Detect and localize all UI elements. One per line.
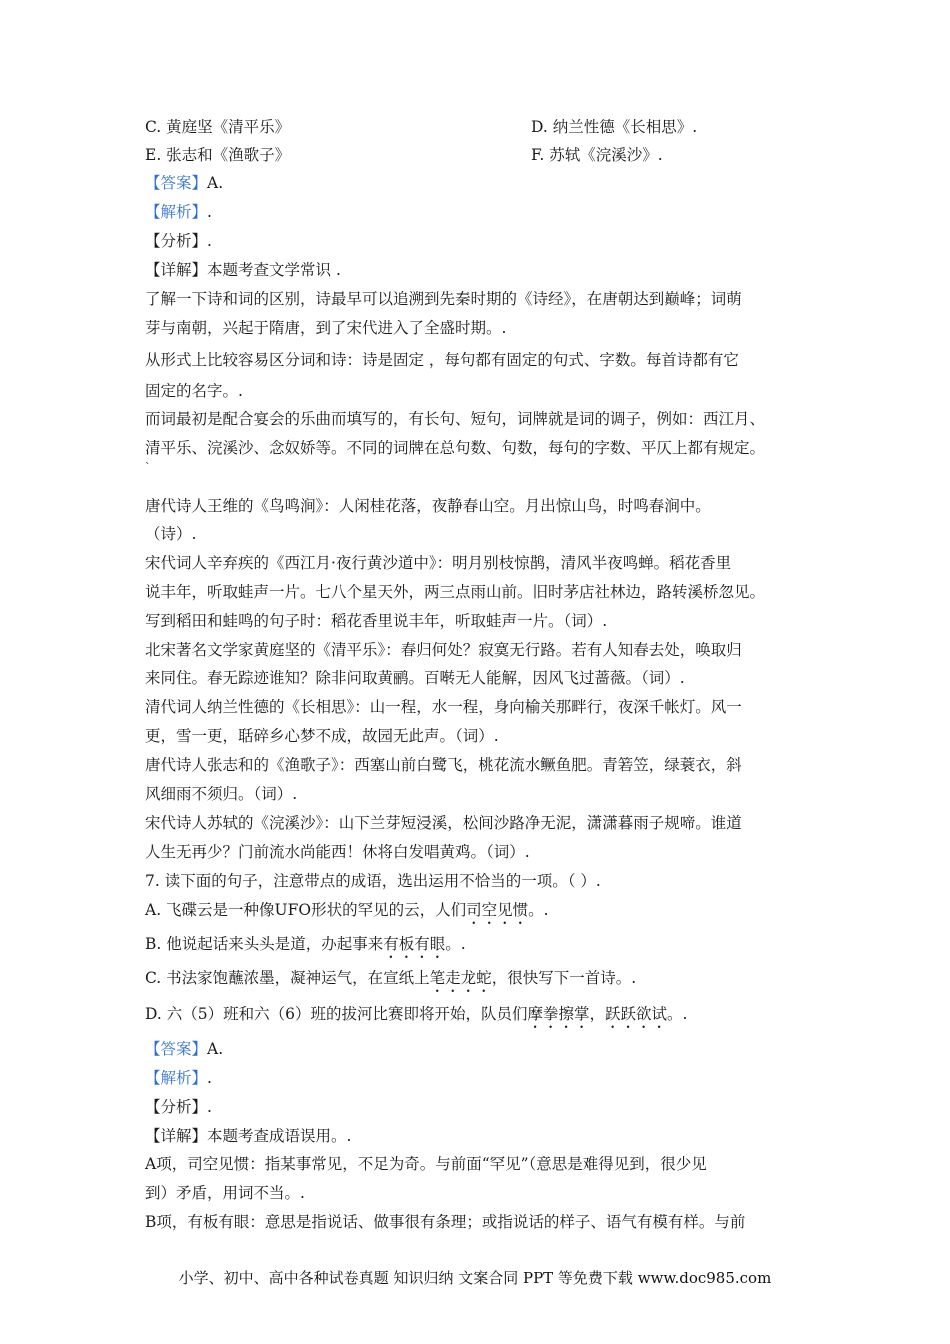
option-c: C. 黄庭坚《清平乐》 [145,118,291,136]
option-text: 。. [528,901,549,919]
q6-paragraph-line: 宋代诗人苏轼的《浣溪沙》：山下兰芽短浸溪，松间沙路净无泥，潇潇暮雨子规啼。谁道 [145,814,742,832]
analysis-label: 【解析】 [145,203,208,221]
q6-paragraph-line: 固定的名字。. [145,382,243,400]
dotted-idiom: 摩拳擦掌 [527,1005,590,1023]
q7-option-a [145,900,549,928]
answer-label: 【答案】 [145,1040,208,1058]
dotted-idiom: 笔走龙蛇 [429,969,492,987]
option-text: ，很快写下一首诗。. [491,969,637,987]
option-text: 。. [445,935,466,953]
q6-paragraph-line: 宋代词人辛弃疾的《西江月·夜行黄沙道中》：明月别枝惊鹊，清风半夜鸣蝉。稻花香里 [145,554,732,572]
q7-paragraph-line: A项，司空见惯：指某事常见，不足为奇。与前面“罕见”（意思是难得见到，很少见 [145,1155,707,1173]
q6-paragraph-line: 了解一下诗和词的区别，诗最早可以追溯到先秦时期的《诗经》，在唐朝达到巅峰；词萌 [145,290,742,308]
q6-paragraph-line: 芽与南朝，兴起于隋唐，到了宋代进入了全盛时期。. [145,319,507,337]
q6-paragraph-line: 北宋著名文学家黄庭坚的《清平乐》：春归何处？寂寞无行路。若有人知春去处，唤取归 [145,641,742,659]
q6-paragraph-line: 而词最初是配合宴会的乐曲而填写的，有长句、短句，词牌就是词的调子，例如：西江月、 [145,410,766,428]
option-f: F. 苏轼《浣溪沙》. [531,146,663,164]
option-text: ， [589,1005,605,1023]
q6-paragraph-line: 来同住。春无踪迹谁知？除非问取黄鹂。百啭无人能解，因风飞过蔷薇。（词）. [145,669,685,687]
q7-detail [145,1126,351,1146]
option-text: D. 六（5）班和六（6）班的拔河比赛即将开始，队员们 [145,1005,528,1023]
q6-paragraph-line: 风细雨不须归。（词）. [145,785,298,803]
q6-detail [145,260,341,280]
option-text: B. 他说起话来头头是道，办起事来 [145,935,384,953]
dotted-idiom: 有板有眼 [383,935,446,953]
q6-paragraph-line: 更，雪一更，聒碎乡心梦不成，故园无此声。（词）. [145,727,499,745]
analysis-value: . [207,203,212,221]
option-text: 。. [667,1005,688,1023]
q7-paragraph-line: 到）矛盾，用词不当。. [145,1184,305,1202]
page-footer: 小学、初中、高中各种试卷真题 知识归纳 文案合同 PPT 等免费下载 www.doc985.com [178,1269,772,1287]
answer-value: A. [207,174,224,192]
q7-option-d [145,1004,687,1032]
answer-label: 【答案】 [145,174,208,192]
stray-mark: ` [145,461,151,474]
q6-analysis [145,202,212,222]
option-text: C. 书法家饱蘸浓墨，凝神运气，在宣纸上 [145,969,430,987]
q7-stem: 7. 读下面的句子，注意带点的成语，选出运用不恰当的一项。（ ）. [145,872,601,890]
detail-label: 【详解】 [145,1127,208,1145]
detail-label: 【详解】 [145,261,208,279]
q7-option-c [145,968,636,996]
q6-paragraph-line: 清代词人纳兰性德的《长相思》：山一程，水一程，身向榆关那畔行，夜深千帐灯。风一 [145,698,742,716]
q6-paragraph-line: 说丰年，听取蛙声一片。七八个星天外，两三点雨山前。旧时茅店社林边，路转溪桥忽见。 [145,583,766,601]
option-d: D. 纳兰性德《长相思》. [531,118,698,136]
option-e: E. 张志和《渔歌子》 [145,146,291,164]
detail-text: 本题考查成语误用。. [207,1127,352,1145]
analysis-value: . [207,1069,212,1087]
dotted-idiom: 跃跃欲试 [605,1005,668,1023]
q6-paragraph-line: 写到稻田和蛙鸣的句子时：稻花香里说丰年，听取蛙声一片。（词）. [145,612,608,630]
q7-analysis [145,1068,212,1088]
q6-paragraph-line: 清平乐、浣溪沙、念奴娇等。不同的词牌在总句数、句数，每句的字数、平仄上都有规定。 [145,439,766,457]
q6-answer [145,173,223,193]
option-text: A. 飞碟云是一种像UFO形状的罕见的云，人们 [145,901,467,919]
detail-text: 本题考查文学常识 . [207,261,341,279]
q7-option-b [145,934,466,962]
answer-value: A. [207,1040,224,1058]
q7-fenxi: 【分析】. [145,1098,212,1116]
q6-paragraph-line: 人生无再少？门前流水尚能西！休将白发唱黄鸡。（词）. [145,843,530,861]
q6-paragraph-line: 从形式上比较容易区分词和诗：诗是固定 ，每句都有固定的句式、字数。每首诗都有它 [145,351,739,369]
q7-answer [145,1039,223,1059]
q6-fenxi: 【分析】. [145,232,212,250]
dotted-idiom: 司空见惯 [466,901,529,919]
analysis-label: 【解析】 [145,1069,208,1087]
q6-paragraph-line: （诗）. [145,525,197,543]
q6-paragraph-line: 唐代诗人张志和的《渔歌子》：西塞山前白鹭飞，桃花流水鳜鱼肥。青箬笠，绿蓑衣，斜 [145,756,742,774]
q6-paragraph-line: 唐代诗人王维的《鸟鸣涧》：人闲桂花落，夜静春山空。月出惊山鸟，时鸣春涧中。 [145,497,711,515]
q7-paragraph-line: B项，有板有眼：意思是指说话、做事很有条理；或指说话的样子、语气有模有样。与前 [145,1213,746,1231]
